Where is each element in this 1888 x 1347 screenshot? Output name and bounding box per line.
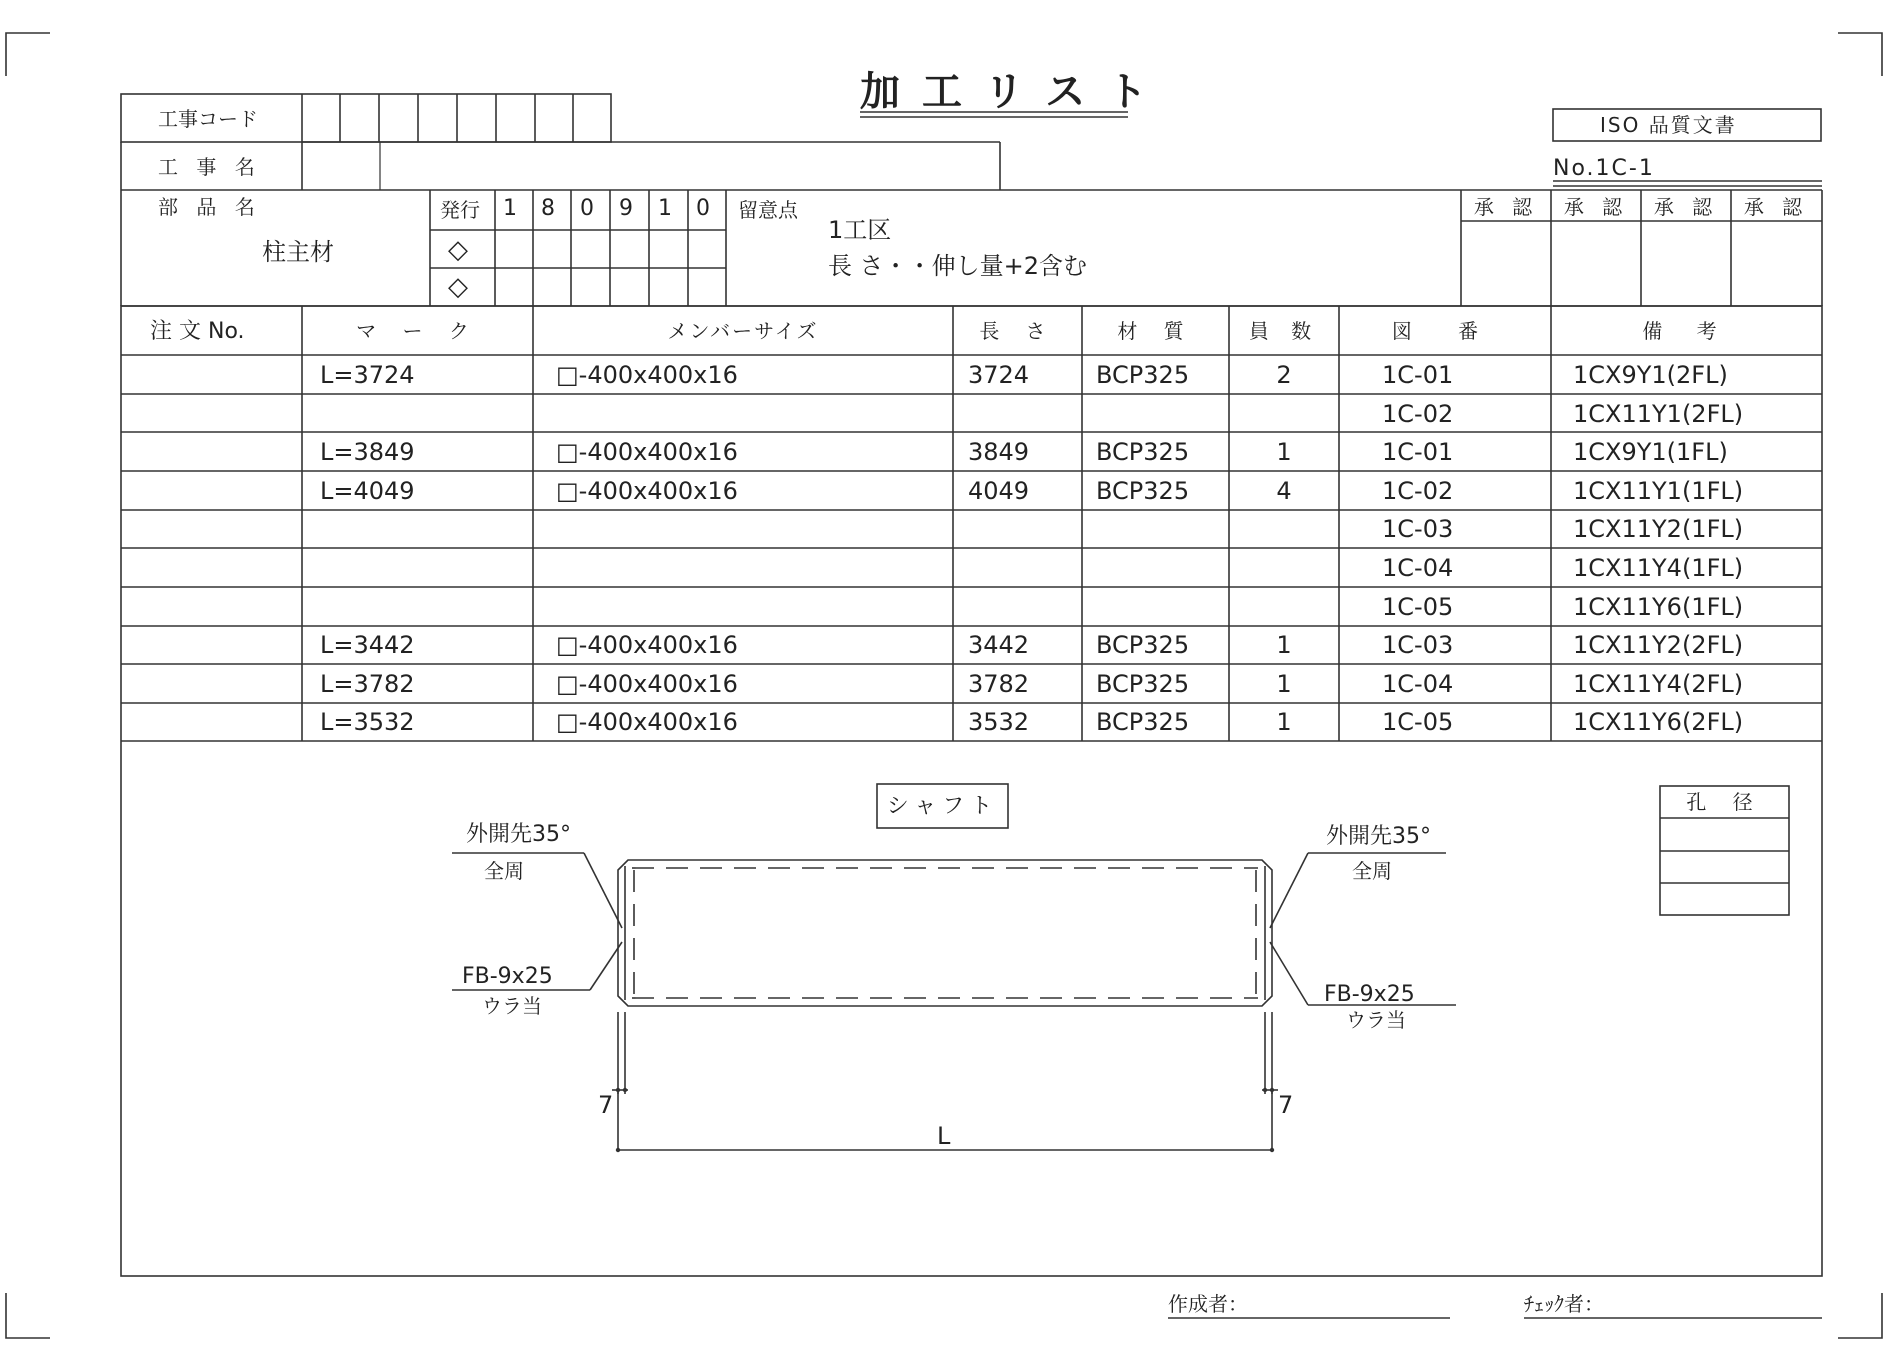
mark-cell: L=3849: [320, 438, 415, 467]
drawing-no-cell: 1C-02: [1382, 399, 1454, 428]
length-cell: 3724: [968, 361, 1030, 389]
quantity-cell: 4: [1276, 476, 1292, 505]
mark-cell: L=3442: [320, 631, 415, 660]
bevel-sub-right: 全周: [1352, 859, 1392, 883]
column-header-material: 材 質: [1117, 319, 1194, 343]
hole-diameter-header: 孔 径: [1686, 790, 1763, 814]
drawing-no-cell: 1C-05: [1382, 592, 1454, 621]
remarks-cell: 1CX11Y4(1FL): [1573, 554, 1744, 582]
issue-digit: 1: [503, 196, 517, 221]
material-cell: BCP325: [1096, 438, 1190, 467]
mark-cell: L=3782: [320, 669, 415, 698]
length-cell: 4049: [968, 476, 1030, 505]
quantity-cell: 2: [1276, 361, 1292, 389]
mark-cell: L=3532: [320, 708, 415, 737]
backing-sub-left: ウラ当: [482, 994, 542, 1018]
dimension-7-left: 7: [598, 1091, 614, 1119]
dimension-length-label: L: [937, 1122, 951, 1150]
part-name-label: 部 品 名: [158, 195, 261, 219]
member-size-cell: □-400x400x16: [556, 361, 738, 389]
member-size-cell: □-400x400x16: [556, 669, 738, 698]
checker-label: ﾁｪｯｸ者：: [1524, 1292, 1604, 1316]
drawing-no-cell: 1C-04: [1382, 669, 1454, 698]
dimension-7-right: 7: [1278, 1091, 1294, 1119]
project-code-label: 工事コード: [158, 107, 258, 131]
notes-line: 長 さ・・伸し量+2含む: [828, 252, 1088, 280]
document-number: No.1C-1: [1553, 156, 1655, 181]
length-cell: 3532: [968, 708, 1030, 737]
backing-label-right: FB-9x25: [1324, 982, 1415, 1007]
creator-label: 作成者：: [1168, 1292, 1248, 1316]
length-cell: 3782: [968, 669, 1030, 698]
remarks-cell: 1CX11Y1(1FL): [1573, 476, 1744, 505]
notes-line: 1工区: [828, 216, 892, 244]
remarks-cell: 1CX9Y1(1FL): [1573, 438, 1728, 467]
mark-cell: L=4049: [320, 476, 415, 505]
drawing-no-cell: 1C-05: [1382, 708, 1454, 737]
column-header-drawing-no: 図 番: [1391, 319, 1499, 343]
issue-digit: 1: [658, 196, 672, 221]
column-header-member-size: メンバーサイズ: [667, 319, 819, 343]
drawing-no-cell: 1C-01: [1382, 361, 1454, 389]
approval-header: 承 認: [1653, 195, 1719, 219]
notes-label: 留意点: [738, 198, 798, 222]
backing-sub-right: ウラ当: [1346, 1008, 1406, 1032]
length-cell: 3849: [968, 438, 1030, 467]
bevel-label-left: 外開先35°: [466, 822, 571, 847]
mark-cell: L=3724: [320, 361, 415, 389]
remarks-cell: 1CX11Y2(1FL): [1573, 515, 1744, 544]
quantity-cell: 1: [1276, 438, 1292, 467]
issue-digit: 9: [619, 196, 633, 221]
column-header-remarks: 備 考: [1642, 319, 1731, 343]
project-name-label: 工 事 名: [158, 155, 261, 179]
column-header-mark: マ ー ク: [356, 319, 479, 343]
revision-diamond-icon: ◇: [448, 272, 468, 302]
column-header-order-no: 注 文 No.: [150, 319, 245, 344]
backing-label-left: FB-9x25: [462, 964, 553, 989]
drawing-no-cell: 1C-01: [1382, 438, 1454, 467]
issue-label: 発行: [440, 198, 480, 222]
approval-header: 承 認: [1563, 195, 1629, 219]
quantity-cell: 1: [1276, 669, 1292, 698]
part-name-value: 柱主材: [262, 238, 334, 266]
remarks-cell: 1CX11Y1(2FL): [1573, 399, 1744, 428]
remarks-cell: 1CX11Y4(2FL): [1573, 669, 1744, 698]
quantity-cell: 1: [1276, 631, 1292, 660]
material-cell: BCP325: [1096, 631, 1190, 660]
bevel-label-right: 外開先35°: [1326, 824, 1431, 849]
issue-digit: 8: [541, 196, 555, 221]
member-size-cell: □-400x400x16: [556, 631, 738, 660]
approval-header: 承 認: [1743, 195, 1809, 219]
material-cell: BCP325: [1096, 361, 1190, 389]
drawing-no-cell: 1C-03: [1382, 515, 1454, 544]
remarks-cell: 1CX9Y1(2FL): [1573, 361, 1728, 389]
diagram-title: シャフト: [886, 794, 999, 819]
issue-digit: 0: [580, 196, 594, 221]
approval-header: 承 認: [1473, 195, 1539, 219]
member-size-cell: □-400x400x16: [556, 708, 738, 737]
bevel-sub-left: 全周: [484, 859, 524, 883]
material-cell: BCP325: [1096, 476, 1190, 505]
material-cell: BCP325: [1096, 708, 1190, 737]
member-size-cell: □-400x400x16: [556, 476, 738, 505]
drawing-no-cell: 1C-04: [1382, 554, 1454, 582]
page-title: 加工リスト: [860, 69, 1170, 115]
issue-digit: 0: [696, 196, 710, 221]
column-header-length: 長 さ: [979, 319, 1056, 343]
column-header-quantity: 員 数: [1248, 319, 1320, 343]
revision-diamond-icon: ◇: [448, 235, 468, 265]
length-cell: 3442: [968, 631, 1030, 660]
drawing-no-cell: 1C-02: [1382, 476, 1454, 505]
material-cell: BCP325: [1096, 669, 1190, 698]
member-size-cell: □-400x400x16: [556, 438, 738, 467]
iso-quality-label: ISO 品質文書: [1600, 113, 1737, 137]
drawing-no-cell: 1C-03: [1382, 631, 1454, 660]
remarks-cell: 1CX11Y6(1FL): [1573, 592, 1744, 621]
quantity-cell: 1: [1276, 708, 1292, 737]
remarks-cell: 1CX11Y2(2FL): [1573, 631, 1744, 660]
remarks-cell: 1CX11Y6(2FL): [1573, 708, 1744, 737]
